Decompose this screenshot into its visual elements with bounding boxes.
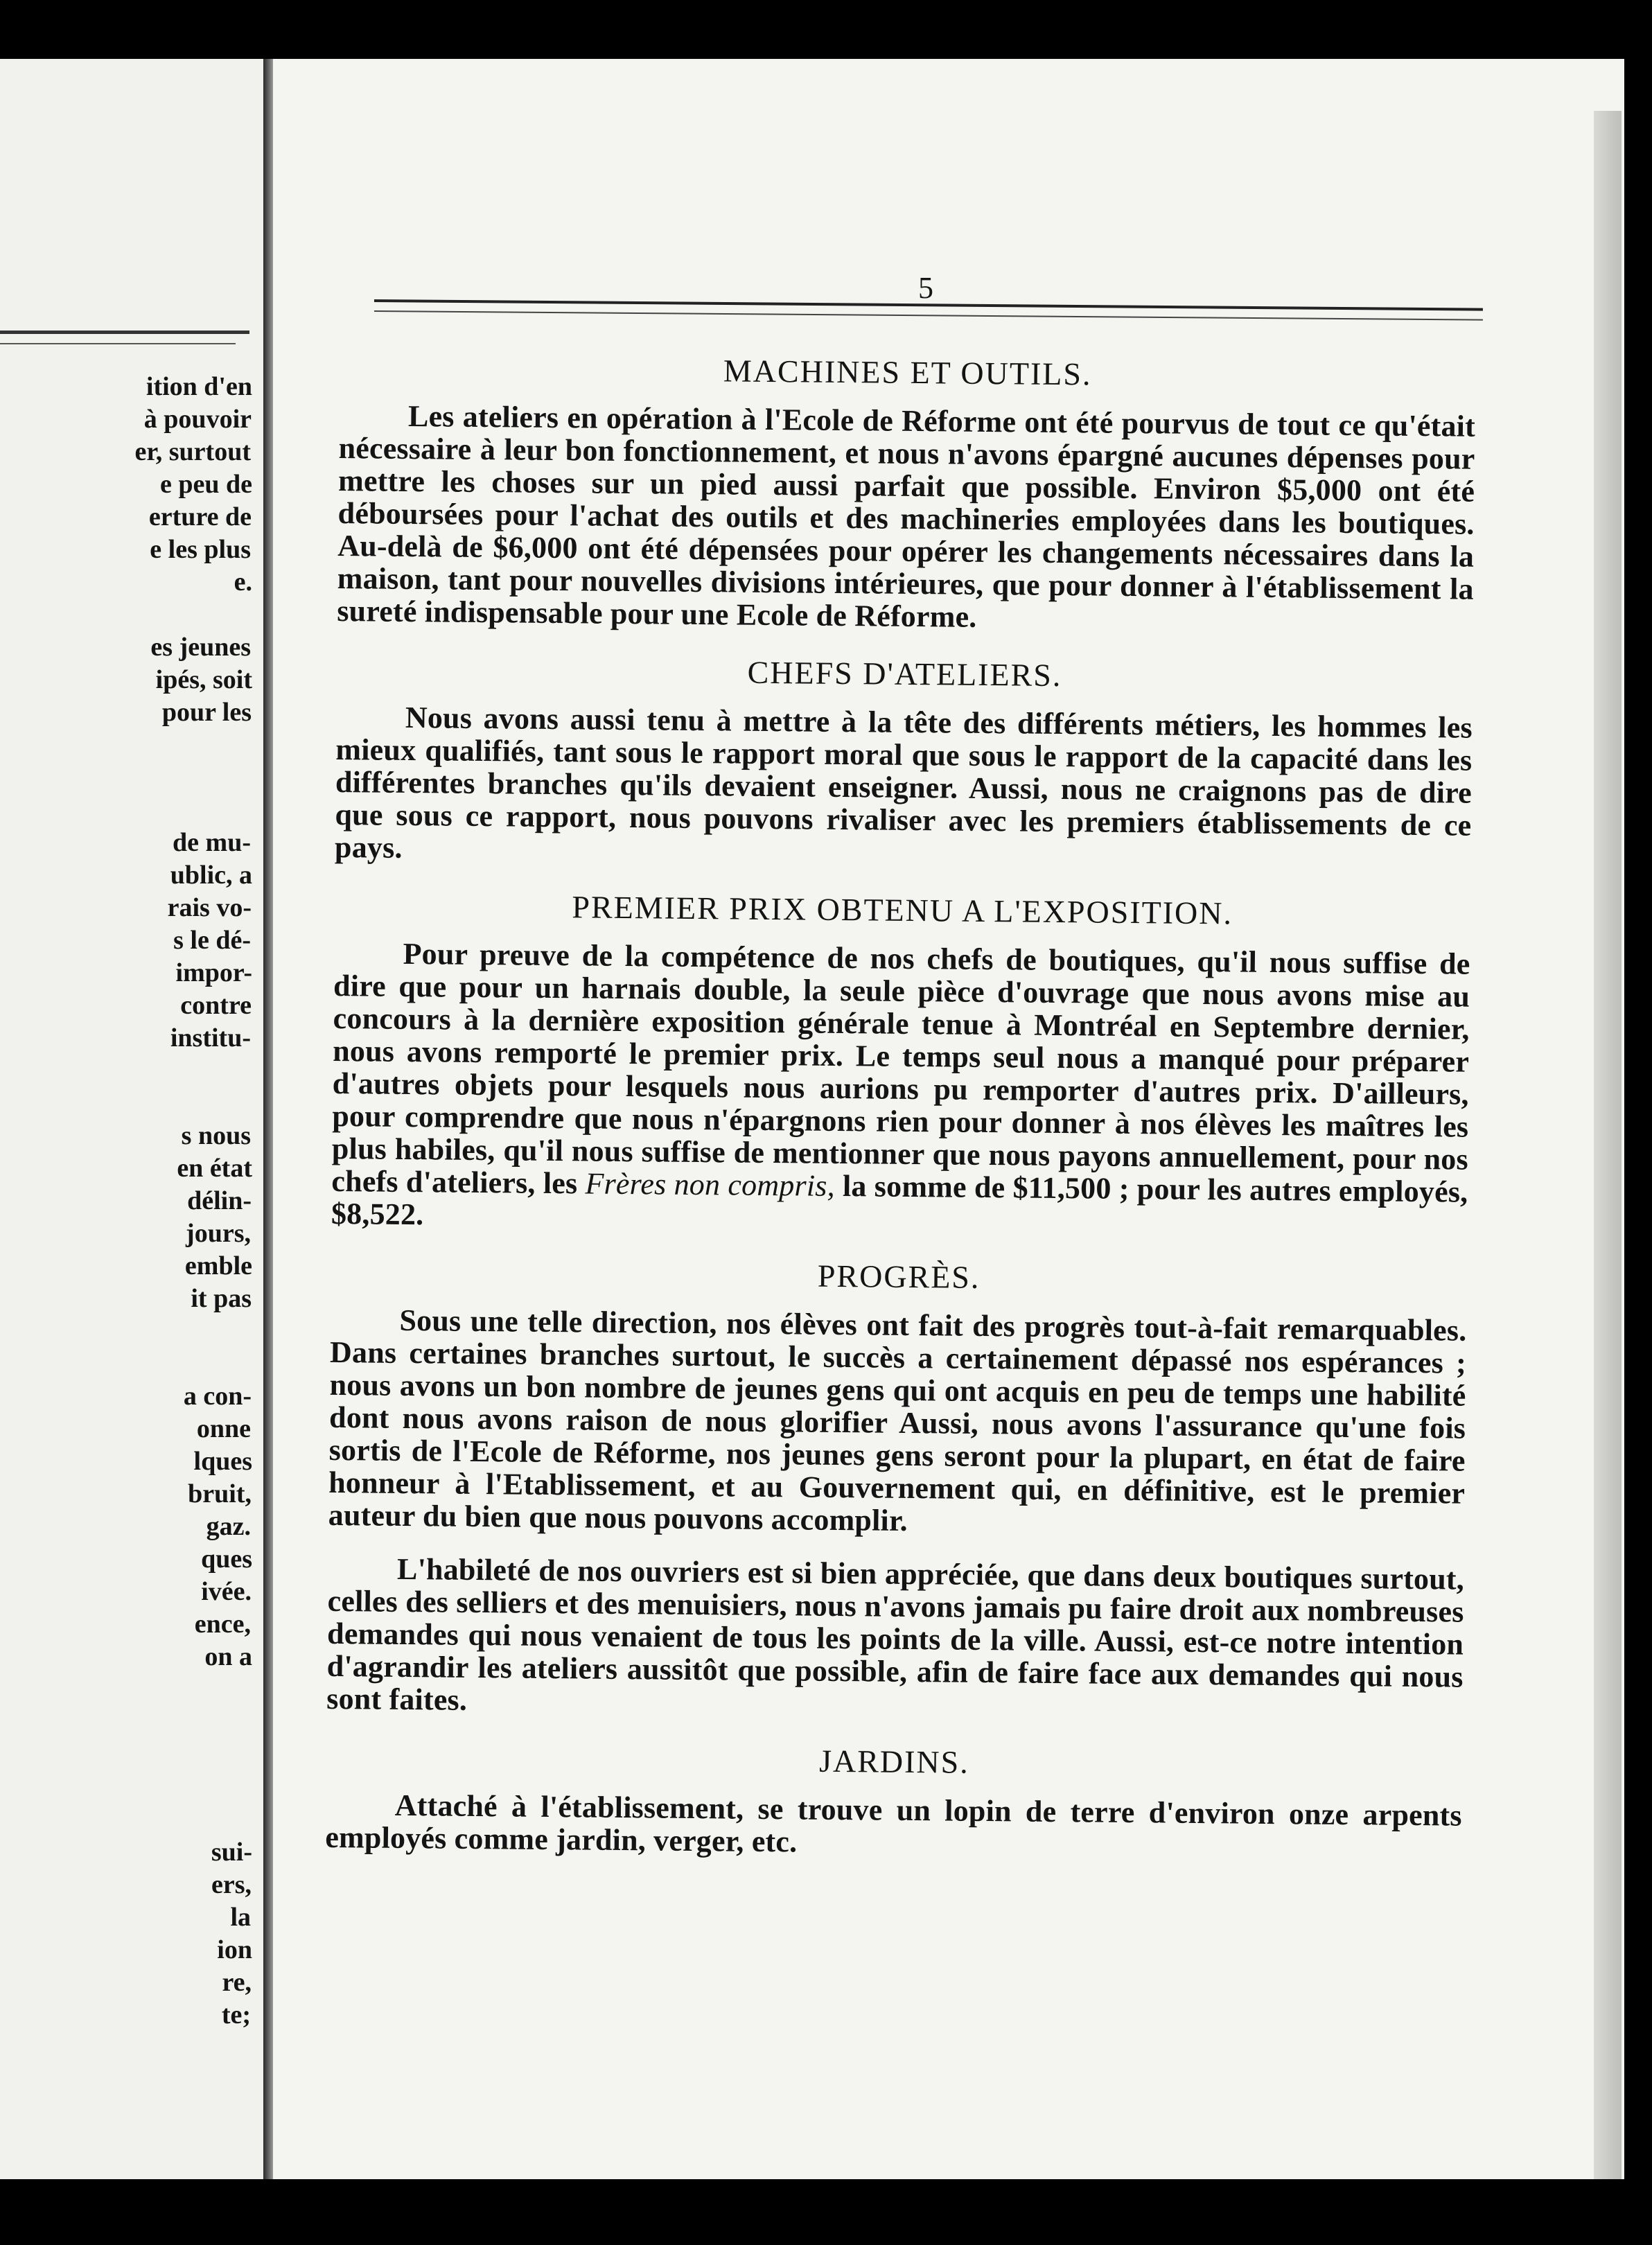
left-page-line: bruit, — [188, 1479, 252, 1508]
left-page-line: lques — [193, 1447, 252, 1476]
left-page-rule-thin — [0, 343, 236, 344]
left-page-line: e. — [234, 567, 252, 597]
left-page-line: a con- — [183, 1382, 252, 1411]
left-page-line: contre — [180, 991, 252, 1020]
paragraph-progres-1: Sous une telle direction, nos élèves ont fait des progrès tout-à-fait remarquables. Dans certaines branches surtout, le succès a certainement dépassé nos espérances ; nous avons un bon nombre de jeunes gens qui ont acquis en peu de temps une habilité dont nous avons raison de nous glorifier Aussi, nous avons l'assurance qu'une fois sortis de l'Ecole de Réforme, nos jeunes gens seront pour la plupart, en état de faire honneur à l'Etablissement, et au Gouvernement qui, en définitive, est le premier auteur du bien que nous pouvons accomplir. — [328, 1303, 1467, 1538]
left-page-line: s nous — [181, 1121, 251, 1150]
left-page-line: gaz. — [206, 1512, 251, 1541]
left-page-line: on a — [204, 1642, 252, 1671]
left-page-line: impor- — [175, 958, 252, 987]
left-page-line: erture de — [148, 502, 252, 531]
left-page-line: pour les — [161, 698, 252, 727]
left-page-line: re, — [222, 1968, 252, 1997]
left-page-line: te; — [221, 2000, 251, 2030]
heading-jardins: JARDINS. — [818, 1743, 970, 1780]
heading-progres: PROGRÈS. — [817, 1258, 981, 1295]
left-page-line: délin- — [187, 1186, 252, 1215]
paragraph-premier-prix — [331, 937, 1470, 1241]
left-page-line: ublic, a — [170, 861, 252, 890]
left-page-line: es jeunes — [150, 633, 251, 662]
left-page-line: er, surtout — [134, 437, 251, 466]
left-page-line: jours, — [186, 1219, 251, 1248]
left-page-line: onne — [196, 1414, 251, 1443]
left-page-line: de mu- — [173, 828, 251, 857]
left-page-line: ipés, soit — [155, 665, 252, 694]
left-page-line: institu- — [170, 1023, 251, 1053]
left-page-line: e les plus — [150, 535, 251, 564]
page-body — [325, 346, 1476, 1865]
left-page-line: s le dé- — [173, 926, 251, 955]
left-page-line: à pouvoir — [143, 405, 252, 434]
page-stack-edge — [1594, 111, 1622, 2179]
left-page-line: rais vo- — [167, 893, 252, 922]
left-page-line: e peu de — [160, 470, 252, 499]
paragraph-premier-prix-end: la somme de $11,500 ; pour les autres employés, $8,522. — [331, 1168, 1468, 1232]
page-number: 5 — [918, 271, 933, 305]
heading-chefs: CHEFS D'ATELIERS. — [747, 654, 1062, 694]
paragraph-progres-2: L'habileté de nos ouvriers est si bien appréciée, que dans deux boutiques surtout, celles des selliers et des menuisiers, nous n'avons jamais pu faire droit aux nombreuses demandes qui nous venaient de tous les points de la ville. Aussi, est-ce notre intention d'agrandir les ateliers aussitôt que possible, afin de faire face aux demandes qui nous sont faites. — [326, 1551, 1465, 1717]
left-page-line: ers, — [211, 1870, 252, 1899]
freres-italic: Frères non compris, — [585, 1166, 836, 1203]
left-page-line: ition d'en — [146, 372, 252, 401]
left-page-line: en état — [177, 1154, 252, 1183]
paragraph-jardins: Attaché à l'établissement, se trouve un lopin de terre d'environ onze arpents employés comme jardin, verger, etc. — [325, 1788, 1462, 1859]
book-gutter — [263, 59, 273, 2179]
left-page-line: ence, — [194, 1610, 251, 1639]
left-page-line: ques — [201, 1544, 252, 1574]
left-page-line: sui- — [211, 1838, 252, 1867]
heading-machines: MACHINES ET OUTILS. — [723, 353, 1092, 392]
previous-page-fragment — [0, 59, 265, 2179]
paragraph-premier-prix-body: Pour preuve de la compétence de nos chefs de boutiques, qu'il nous suffise de dire que pour un harnais double, la seule pièce d'ouvrage que nous avons mise au concours à la dernière exposition générale tenue à Montréal en Septembre dernier, nous avons remporté le premier prix. Le temps seul nous a manqué pour préparer d'autres objets pour lesquels nous aurions pu remporter d'autres prix. D'ailleurs, pour comprendre que nous n'épargnons rien pour donner à nos élèves les maîtres les plus habiles, qu'il nous suffise de mentionner que nous payons annuellement, pour nos chefs d'ateliers, les — [331, 936, 1470, 1201]
left-page-line: la — [230, 1903, 251, 1932]
left-page-line: ion — [217, 1935, 252, 1964]
paragraph-chefs: Nous avons aussi tenu à mettre à la tête des différents métiers, les hommes les mieux qualifiés, tant sous le rapport moral que sous le rapport de la capacité dans les différentes branches qu'ils devaient enseigner. Aussi, nous ne craignons pas de dire que sous ce rapport, nous pouvons rivaliser avec les premiers établissements de ce pays. — [334, 700, 1473, 865]
paragraph-machines: Les ateliers en opération à l'Ecole de Réforme ont été pourvus de tout ce qu'était nécessaire à leur bon fonctionnement, et nous n'avons épargné aucunes dépenses pour mettre les choses sur un pied aussi parfait que possible. Environ $5,000 ont été déboursées pour l'achat des outils et des machineries employées dans les boutiques. Au-delà de $6,000 ont été dépensées pour opérer les changements nécessaires dans la maison, tant pour nouvelles divisions intérieures, que pour donner à l'établissement la sureté indispensable pour une Ecole de Réforme. — [337, 398, 1476, 634]
left-page-line: it pas — [191, 1284, 252, 1313]
left-page-line: ivée. — [201, 1577, 252, 1606]
left-page-line: emble — [184, 1251, 252, 1280]
left-page-rule — [0, 331, 249, 334]
heading-premier-prix: PREMIER PRIX OBTENU A L'EXPOSITION. — [572, 889, 1233, 931]
